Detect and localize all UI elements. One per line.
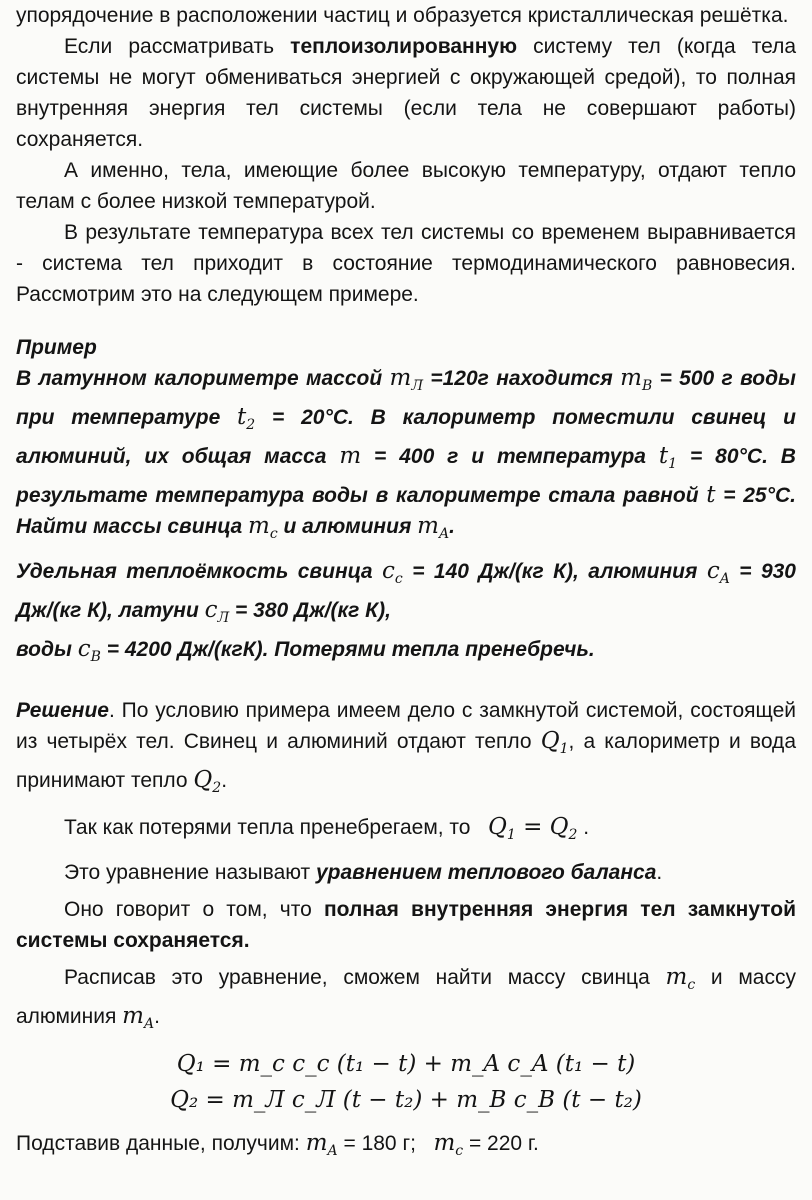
example-statement: В латунном калориметре массой $m_Л =120г$ находится $m_B = 500$ г воды при температуре $t_2 = 20^\circ C$. В калориметр поместили свинец и алюминий, их общая масса m = 400 г и температура $t_1 = 80^\circ C$. В результате температура воды в калориметре стала равной t = 25°С. Найти массы свинца $m_c$ и алюминия $m_A$. — [16, 365, 796, 542]
example-constants: Удельная теплоёмкость свинца $c_c = 140$ Дж/(кг К), алюминия $c_A = 930$ Дж/(кг К), латуни $c_Л = 380$ Дж/(кг К), воды $c_B = 4200$ Дж/(кгК). Потерями тепла пренебречь. — [16, 558, 796, 665]
solution-paragraph-2: Так как потерями тепла пренебрегаем, то $Q_1 = Q_2$ . — [64, 814, 590, 843]
example-heading: Пример — [16, 336, 97, 359]
solution-paragraph-4: Оно говорит о том, что полная внутренняя энергия тел замкнутой системы сохраняется. — [16, 898, 796, 952]
bold-term: теплоизолированную — [290, 35, 518, 58]
intro-paragraph-1: упорядочение в расположении частиц и образуется кристаллическая решётка. — [16, 4, 789, 27]
intro-paragraph-4: В результате температура всех тел системы со временем выравнивается - система тел приходит в состояние термодинамического равновесия. Рассмотрим это на следующем примере. — [16, 221, 796, 306]
solution-paragraph-5: Расписав это уравнение, сможем найти массу свинца $m_c$ и массу алюминия $m_A$. — [16, 964, 796, 1032]
intro-paragraph-2: Если рассматривать теплоизолированную систему тел (когда тела системы не могут обмениваться энергией с окружающей средой), то полная внутренняя энергия тел системы (если тела не совершают работы) сохраняется. — [16, 35, 796, 151]
equation-q2: Q₂ = m_Л c_Л (t − t₂) + m_B c_B (t − t₂) — [170, 1087, 642, 1113]
intro-paragraph-3: А именно, тела, имеющие более высокую температуру, отдают тепло телам с более низкой температурой. — [16, 159, 796, 213]
result-line: Подставив данные, получим: $m_A = 180$ г; $m_c = 220$ г. — [16, 1130, 539, 1159]
solution-paragraph-1: Решение. По условию примера имеем дело с замкнутой системой, состоящей из четырёх тел. Свинец и алюминий отдают тепло $Q_1$, а калориметр и вода принимают тепло $Q_2$. — [16, 699, 796, 796]
solution-paragraph-3: Это уравнение называют уравнением теплового баланса. — [64, 861, 663, 884]
equation-q1: Q₁ = m_c c_c (t₁ − t) + m_A c_A (t₁ − t) — [176, 1051, 636, 1077]
solution-label: Решение — [16, 699, 109, 722]
heat-equations — [16, 1046, 796, 1118]
